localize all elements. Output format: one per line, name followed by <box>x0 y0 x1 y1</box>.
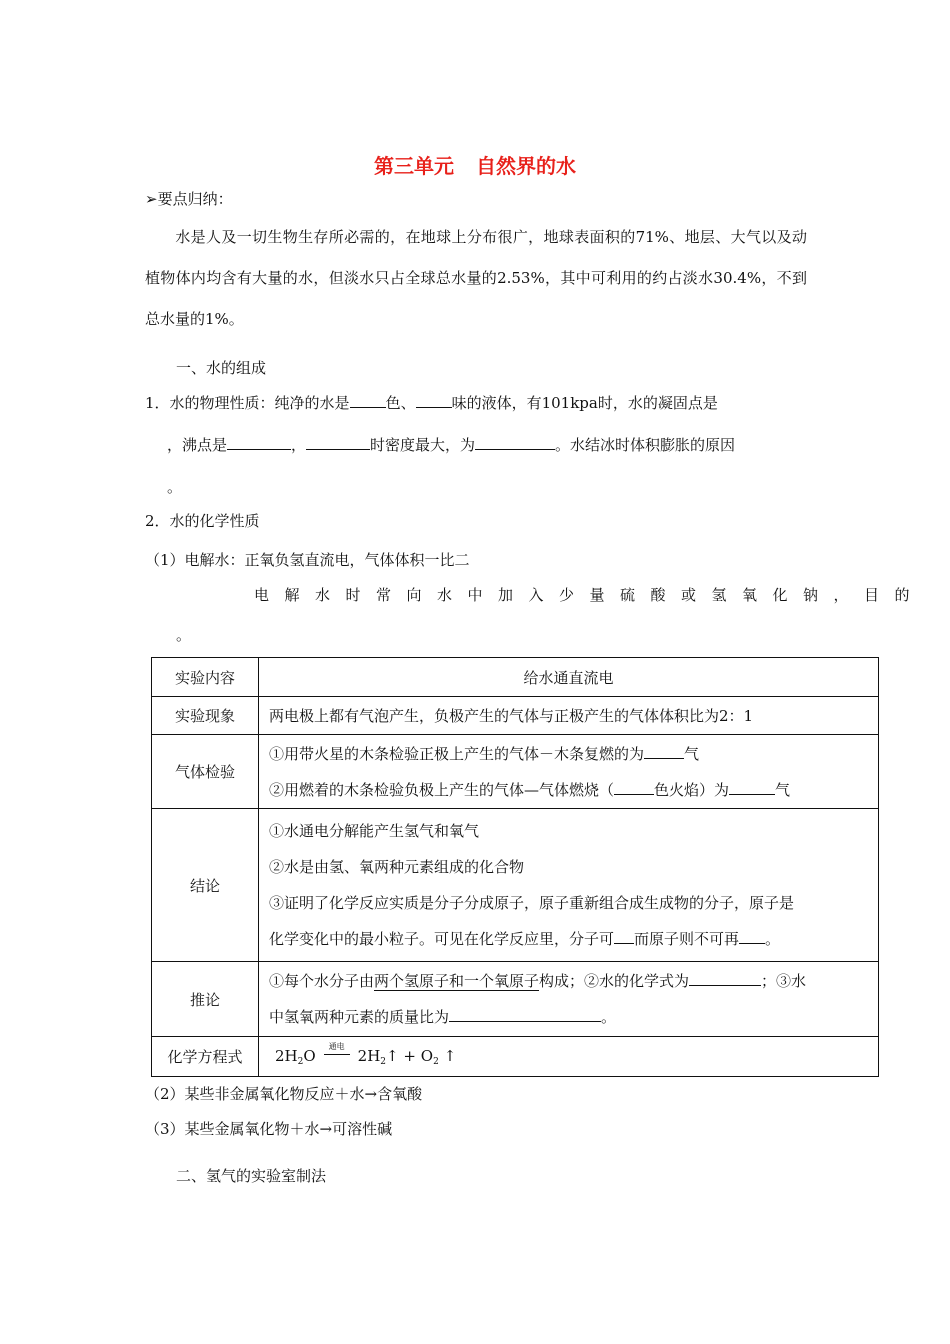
row-head-gas-test: 气体检验 <box>152 735 259 809</box>
blank-smell <box>416 393 452 408</box>
conclusion-text-c: 。 <box>765 930 781 948</box>
electrolysis-label: （1）电解水：正氧负氢直流电，气体体积一比二 <box>145 551 470 569</box>
row-inference-cell <box>259 962 879 1037</box>
eq-product1: 2H <box>357 1046 381 1065</box>
table-row <box>152 1037 879 1077</box>
phys-text-g: 。水结冰时体积膨胀的原因 <box>555 436 736 454</box>
chem-properties-title: 2．水的化学性质 <box>145 512 260 530</box>
section-heading-1: 一、水的组成 <box>176 359 267 377</box>
blank-formula <box>689 971 761 986</box>
inference-text-c: ；③水 <box>761 972 807 990</box>
gas-test-text-d: 色火焰）为 <box>654 780 730 799</box>
reaction-condition-arrow <box>322 1041 352 1065</box>
row-head-conclusion: 结论 <box>152 809 259 962</box>
phys-text-b: 色、 <box>385 394 416 412</box>
eq-reactant-o: O <box>303 1046 316 1065</box>
conclusion-line4 <box>269 921 868 957</box>
blank-flame-color <box>614 780 654 795</box>
inference-line1 <box>269 963 868 999</box>
phys-text-a: 水的物理性质：纯净的水是 <box>169 394 350 412</box>
row-head-content: 实验内容 <box>152 658 259 697</box>
phys-text-c: 味的液体，有101kpa时，水的凝固点是 <box>451 394 718 412</box>
eq-reactant: 2H <box>275 1046 298 1065</box>
row-gas-test-cell <box>259 735 879 809</box>
blank-mass-ratio <box>449 1007 601 1022</box>
item-number: 1． <box>145 394 170 412</box>
electrolysis-end-mark: 。 <box>176 626 192 644</box>
gas-test-text-e: 气 <box>775 780 791 799</box>
eq-product2-sub: 2 <box>433 1056 439 1067</box>
blank-boiling <box>227 435 291 450</box>
row-head-phenomenon: 实验现象 <box>152 697 259 735</box>
inference-text-a: ①每个水分子由 <box>269 972 375 990</box>
gas-test-line1 <box>269 736 868 772</box>
chemical-equation <box>259 1037 879 1077</box>
physical-properties-line1 <box>145 392 718 413</box>
table-row <box>152 809 879 962</box>
blank-gas-negative <box>729 780 775 795</box>
phys-end-mark: 。 <box>167 478 183 496</box>
inference-text-d: 中氢氧两种元素的质量比为 <box>269 1008 450 1026</box>
table-row <box>152 697 879 735</box>
eq-product2: O <box>420 1046 434 1065</box>
blank-gas-positive <box>644 744 684 759</box>
phys-text-f: 时密度最大，为 <box>370 436 476 454</box>
inference-underlined: 两个氢原子和一个氧原子 <box>374 972 540 990</box>
item-nonmetal-oxide: （2）某些非金属氧化物反应＋水→含氧酸 <box>145 1085 423 1103</box>
page-title <box>0 150 950 179</box>
table-row <box>152 962 879 1037</box>
eq-reactant-sub: 2 <box>297 1056 304 1067</box>
key-points-label: ➢要点归纳： <box>145 190 233 208</box>
gas-test-text-b: 气 <box>684 744 700 763</box>
conclusion-text-b: 而原子则不可再 <box>634 930 740 948</box>
blank-density <box>475 435 555 450</box>
row-head-equation: 化学方程式 <box>152 1037 259 1077</box>
table-row <box>152 658 879 697</box>
gas-test-text-c: ②用燃着的木条检验负极上产生的气体—气体燃烧（ <box>269 780 615 799</box>
electrolysis-purpose: 电解水时常向水中加入少量硫酸或氢氧化钠，目的 <box>254 586 926 604</box>
inference-text-b: 构成；②水的化学式为 <box>539 972 690 990</box>
row-head-inference: 推论 <box>152 962 259 1037</box>
gas-up-arrow-icon: ↑ <box>443 1046 457 1065</box>
conclusion-line2: ②水是由氢、氧两种元素组成的化合物 <box>269 858 525 876</box>
item-metal-oxide: （3）某些金属氧化物＋水→可溶性碱 <box>145 1120 393 1138</box>
row-conclusion-cell <box>259 809 879 962</box>
phys-text-e: ， <box>291 436 307 454</box>
row-phenomenon-text: 两电极上都有气泡产生，负极产生的气体与正极产生的气体体积比为2：1 <box>259 697 879 735</box>
table-row <box>152 735 879 809</box>
eq-product1-sub: 2 <box>380 1056 387 1067</box>
eq-condition: 通电 <box>328 1041 345 1051</box>
eq-arrow-line <box>324 1054 350 1055</box>
section-heading-2: 二、氢气的实验室制法 <box>176 1167 327 1185</box>
row-content-text: 给水通直流电 <box>259 658 879 697</box>
blank-atom <box>739 929 765 944</box>
experiment-table <box>151 657 879 1077</box>
gas-up-arrow-icon: ↑ <box>386 1046 399 1065</box>
blank-color <box>350 393 386 408</box>
blank-molecule <box>614 929 634 944</box>
inference-line2 <box>269 999 868 1035</box>
conclusion-text-a: 化学变化中的最小粒子。可见在化学反应里，分子可 <box>269 930 615 948</box>
blank-temperature <box>306 435 370 450</box>
eq-plus: + <box>403 1046 416 1065</box>
conclusion-line3: ③证明了化学反应实质是分子分成原子，原子重新组合成生成物的分子，原子是 <box>269 894 795 912</box>
inference-text-e: 。 <box>601 1008 617 1026</box>
gas-test-line2 <box>269 772 868 808</box>
physical-properties-line2 <box>167 434 735 455</box>
conclusion-line1: ①水通电分解能产生氢气和氧气 <box>269 822 480 840</box>
gas-test-text-a: ①用带火星的木条检验正极上产生的气体－木条复燃的为 <box>269 744 645 763</box>
title-part2: 自然界的水 <box>476 154 576 178</box>
intro-paragraph <box>145 217 807 340</box>
title-part1: 第三单元 <box>374 154 454 178</box>
phys-text-d: ，沸点是 <box>167 436 228 454</box>
intro-text: 水是人及一切生物生存所必需的，在地球上分布很广，地球表面积的71%、地层、大气以及动植物体内均含有大量的水，但淡水只占全球总水量的2.53%，其中可利用的约占淡水30.4%，不到总水量的1%。 <box>145 228 807 328</box>
